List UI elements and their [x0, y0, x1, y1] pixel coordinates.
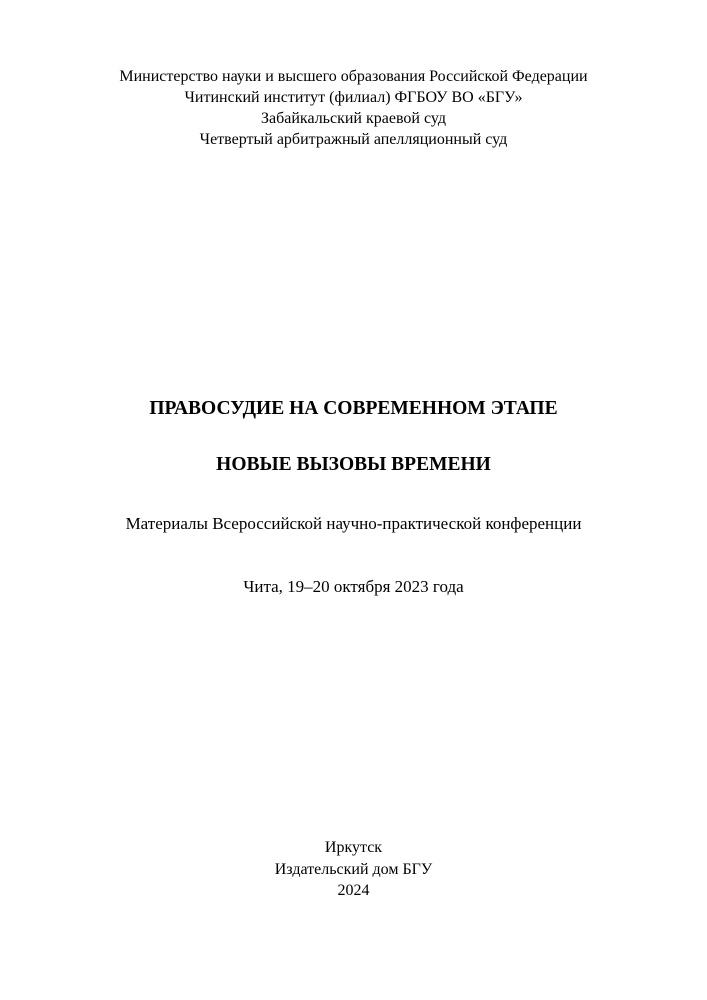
place-date-line: Чита, 19–20 октября 2023 года — [243, 577, 464, 596]
imprint-city: Иркутск — [324, 839, 383, 856]
main-title: ПРАВОСУДИЕ НА СОВРЕМЕННОМ ЭТАПЕ — [149, 398, 558, 419]
publication-imprint — [0, 837, 707, 902]
arbitration-court-line: Четвертый арбитражный апелляционный суд — [199, 131, 508, 148]
imprint-publisher: Издательский дом БГУ — [274, 860, 433, 878]
ministry-line: Министерство науки и высшего образования Российской Федерации — [119, 68, 588, 85]
regional-court-line: Забайкальский краевой суд — [261, 110, 446, 127]
imprint-year: 2024 — [337, 882, 370, 899]
main-subtitle: НОВЫЕ ВЫЗОВЫ ВРЕМЕНИ — [216, 454, 491, 475]
institute-line: Читинский институт (филиал) ФГБОУ ВО «БГУ» — [184, 89, 523, 106]
institutions-header — [0, 66, 707, 150]
conference-materials-line: Материалы Всероссийской научно-практической конференции — [125, 514, 582, 533]
